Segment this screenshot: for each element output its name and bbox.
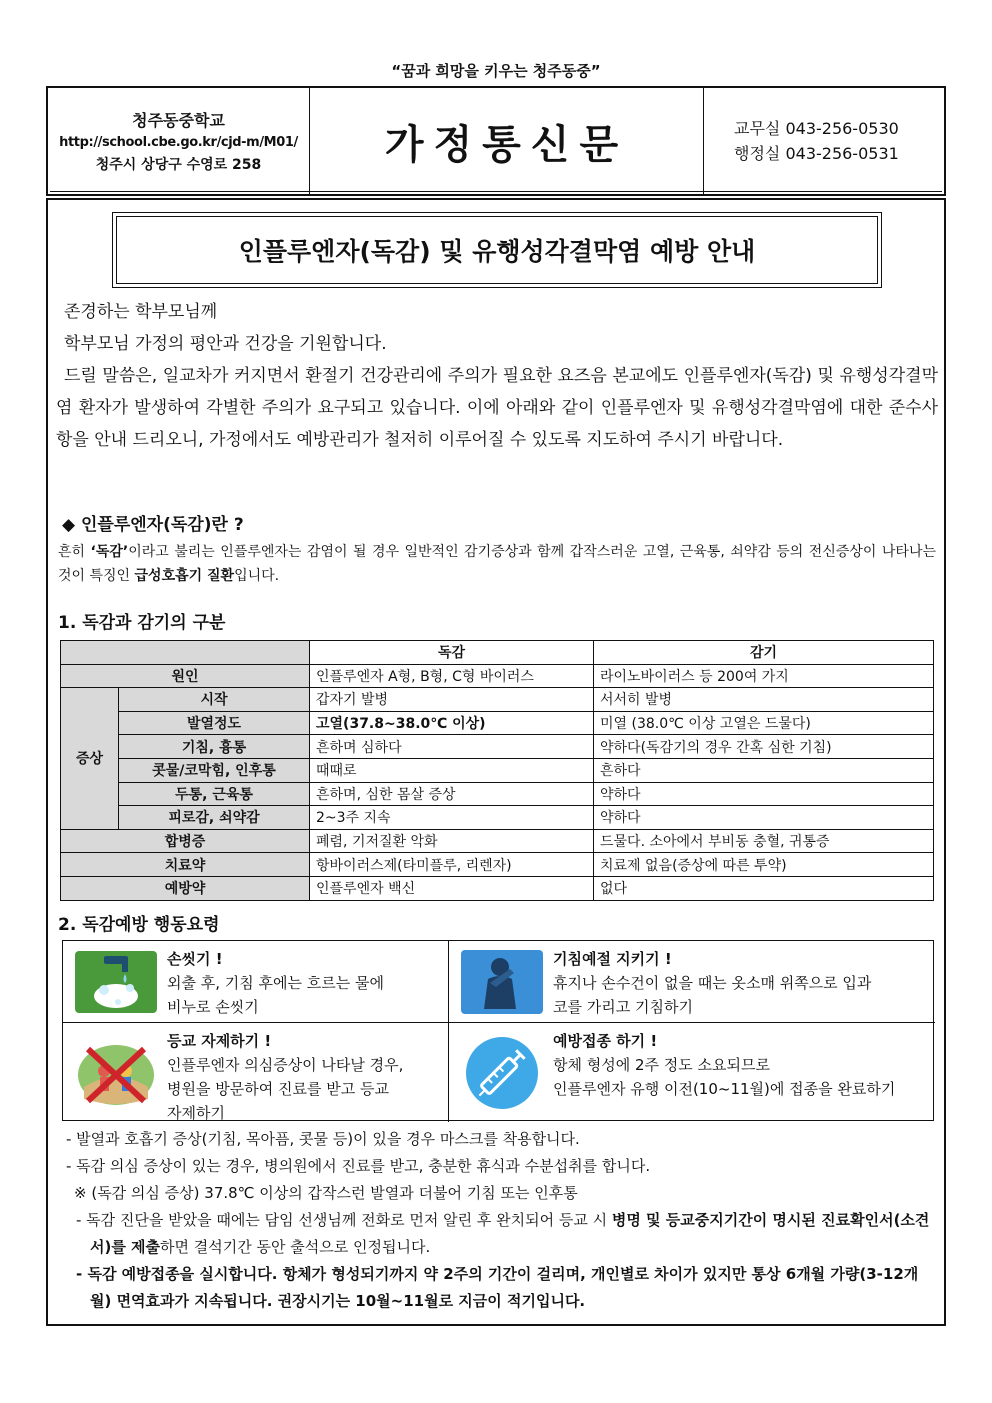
letter-paragraph: 드릴 말씀은, 일교차가 커지면서 환절기 건강관리에 주의가 필요한 요즈음 본교에도 인플루엔자(독감) 및 유행성각결막염 환자가 발생하여 각별한 주의가 요구되고 있습니다. 이에 아래와 같이 인플루엔자 및 유행성각결막염에 대한 준수사항을 안내 드리오니, 가정에서도 예방관리가 철저히 이루어질 수 있도록 지도하여 주시기 바랍니다. bbox=[56, 366, 938, 450]
tip-title: 예방접종 하기 ! bbox=[553, 1032, 658, 1050]
row-label: 피로감, 쇠약감 bbox=[119, 806, 310, 830]
table-header-row bbox=[61, 641, 934, 665]
table-row bbox=[61, 758, 934, 782]
tip-line: 외출 후, 기침 후에는 흐르는 물에 bbox=[167, 974, 384, 992]
flu-cell: 폐렴, 기저질환 악화 bbox=[310, 829, 594, 853]
cold-cell: 흔하다 bbox=[594, 758, 934, 782]
note-attendance-b: 병명 및 등교중지기간이 명시된 진료확인서(소견서)를 제출 bbox=[90, 1211, 930, 1256]
letter-text bbox=[56, 296, 938, 456]
flu-cell: 고열(37.8~38.0℃ 이상) bbox=[310, 711, 594, 735]
notice-title-box bbox=[112, 212, 882, 288]
tip-line: 항체 형성에 2주 정도 소요되므로 bbox=[553, 1056, 770, 1074]
tip-vaccination bbox=[449, 1023, 935, 1122]
wish-line: 학부모님 가정의 평안과 건강을 기원합니다. bbox=[64, 334, 387, 354]
table-row bbox=[61, 876, 934, 900]
tip-text bbox=[161, 1029, 440, 1122]
influenza-description bbox=[58, 540, 936, 588]
influenza-text-b: ‘독감’ bbox=[90, 544, 129, 560]
table-corner bbox=[61, 641, 310, 665]
influenza-text-e: 입니다. bbox=[234, 568, 280, 584]
tip-line: 코를 가리고 기침하기 bbox=[553, 998, 693, 1016]
influenza-text-a: 흔히 bbox=[58, 544, 91, 560]
contact-info bbox=[704, 88, 944, 194]
tip-line: 병원을 방문하여 진료를 받고 등교 bbox=[167, 1080, 389, 1098]
row-label: 시작 bbox=[119, 688, 310, 712]
tip-handwashing bbox=[63, 941, 449, 1023]
cold-cell: 드물다. 소아에서 부비동 충혈, 귀통증 bbox=[594, 829, 934, 853]
table-row bbox=[61, 688, 934, 712]
row-label: 두통, 근육통 bbox=[119, 782, 310, 806]
tip-cough-etiquette bbox=[449, 941, 935, 1023]
cough-etiquette-icon bbox=[457, 947, 547, 1016]
prevention-grid bbox=[62, 940, 934, 1121]
tip-text bbox=[161, 947, 440, 1016]
school-address: 청주시 상당구 수영로 258 bbox=[95, 157, 262, 173]
table-row bbox=[61, 735, 934, 759]
flu-cell: 때때로 bbox=[310, 758, 594, 782]
no-school-icon bbox=[71, 1029, 161, 1116]
cold-cell: 미열 (38.0℃ 이상 고열은 드물다) bbox=[594, 711, 934, 735]
syringe-icon bbox=[457, 1029, 547, 1116]
tip-line: 인플루엔자 유행 이전(10~11월)에 접종을 완료하기 bbox=[553, 1080, 896, 1098]
note-rest: - 독감 의심 증상이 있는 경우, 병의원에서 진료를 받고, 충분한 휴식과 수분섭취를 합니다. bbox=[66, 1157, 651, 1175]
note-symptom: ※ (독감 의심 증상) 37.8℃ 이상의 갑작스런 발열과 더불어 기침 또는 인후통 bbox=[74, 1184, 578, 1202]
header-flu: 독감 bbox=[310, 641, 594, 665]
notes-list bbox=[60, 1126, 938, 1315]
school-name: 청주동중학교 bbox=[132, 111, 225, 130]
flu-cell: 인플루엔자 A형, B형, C형 바이러스 bbox=[310, 664, 594, 688]
cold-cell: 라이노바이러스 등 200여 가지 bbox=[594, 664, 934, 688]
row-label: 기침, 흉통 bbox=[119, 735, 310, 759]
row-label: 합병증 bbox=[61, 829, 310, 853]
letter-body-frame bbox=[46, 198, 946, 1326]
tip-title: 등교 자제하기 ! bbox=[167, 1032, 272, 1050]
note-vaccination: - 독감 예방접종을 실시합니다. 항체가 형성되기까지 약 2주의 기간이 걸리며, 개인별로 차이가 있지만 통상 6개월 가량(3-12개월) 면역효과가 지속됩니다. 권장시기는 10월~11월로 지금이 적기입니다. bbox=[76, 1265, 919, 1310]
row-label: 원인 bbox=[61, 664, 310, 688]
table-row bbox=[61, 711, 934, 735]
table-row bbox=[61, 782, 934, 806]
note-attendance-c: 하면 결석기간 동안 출석으로 인정됩니다. bbox=[160, 1238, 431, 1256]
tip-text bbox=[547, 1029, 927, 1116]
contact-academic-office: 교무실 043-256-0530 bbox=[734, 119, 899, 138]
school-info bbox=[48, 88, 310, 194]
flu-cell: 흔하며, 심한 몸살 증상 bbox=[310, 782, 594, 806]
table-row bbox=[61, 664, 934, 688]
row-label: 치료약 bbox=[61, 853, 310, 877]
note-attendance bbox=[60, 1207, 938, 1261]
tip-line: 비누로 손씻기 bbox=[167, 998, 259, 1016]
school-url[interactable]: http://school.cbe.go.kr/cjd-m/M01/ bbox=[59, 135, 298, 150]
cold-cell: 없다 bbox=[594, 876, 934, 900]
flu-cell: 인플루엔자 백신 bbox=[310, 876, 594, 900]
influenza-text-c: 이라고 불리는 인플루엔자는 감염이 될 경우 일반적인 감기증상과 함께 갑작스러운 고열, 근육통, 쇠약감 등의 전신증상이 나타나는 것이 특징인 bbox=[58, 544, 936, 584]
row-label: 예방약 bbox=[61, 876, 310, 900]
tip-line: 휴지나 손수건이 없을 때는 옷소매 위쪽으로 입과 bbox=[553, 974, 872, 992]
tip-line: 자제하기 bbox=[167, 1104, 225, 1122]
note-attendance-a: - 독감 진단을 받았을 때에는 담임 선생님께 전화로 먼저 알린 후 완치되어 등교 시 bbox=[76, 1211, 612, 1229]
letter-header bbox=[46, 86, 946, 196]
symptom-group-label: 증상 bbox=[61, 688, 119, 830]
table-row bbox=[61, 829, 934, 853]
header-cold: 감기 bbox=[594, 641, 934, 665]
cold-cell: 약하다 bbox=[594, 782, 934, 806]
influenza-heading: ◆ 인플루엔자(독감)란 ? bbox=[62, 515, 244, 535]
flu-cell: 흔하며 심하다 bbox=[310, 735, 594, 759]
cold-cell: 치료제 없음(증상에 따른 투약) bbox=[594, 853, 934, 877]
contact-admin-office: 행정실 043-256-0531 bbox=[734, 144, 899, 163]
tip-title: 기침예절 지키기 ! bbox=[553, 950, 672, 968]
section1-title: 1. 독감과 감기의 구분 bbox=[58, 613, 226, 633]
handwashing-icon bbox=[71, 947, 161, 1016]
row-label: 발열정도 bbox=[119, 711, 310, 735]
tip-text bbox=[547, 947, 927, 1016]
cold-cell: 약하다(독감기의 경우 간혹 심한 기침) bbox=[594, 735, 934, 759]
table-row bbox=[61, 853, 934, 877]
table-row bbox=[61, 806, 934, 830]
notice-title: 인플루엔자(독감) 및 유행성각결막염 예방 안내 bbox=[116, 216, 878, 284]
section2-title: 2. 독감예방 행동요령 bbox=[58, 915, 220, 935]
flu-cell: 갑자기 발병 bbox=[310, 688, 594, 712]
flu-vs-cold-table bbox=[60, 640, 934, 901]
flu-cell: 항바이러스제(타미플루, 리렌자) bbox=[310, 853, 594, 877]
greeting: 존경하는 학부모님께 bbox=[64, 302, 218, 322]
tip-stay-home bbox=[63, 1023, 449, 1122]
row-label: 콧물/코막힘, 인후통 bbox=[119, 758, 310, 782]
cold-cell: 약하다 bbox=[594, 806, 934, 830]
flu-cell: 2~3주 지속 bbox=[310, 806, 594, 830]
school-motto: “꿈과 희망을 키우는 청주동중” bbox=[391, 62, 601, 80]
influenza-text-d: 급성호흡기 질환 bbox=[134, 568, 235, 584]
cold-cell: 서서히 발병 bbox=[594, 688, 934, 712]
tip-line: 인플루엔자 의심증상이 나타날 경우, bbox=[167, 1056, 404, 1074]
note-mask: - 발열과 호흡기 증상(기침, 목아픔, 콧물 등)이 있을 경우 마스크를 착용합니다. bbox=[66, 1130, 580, 1148]
document-title: 가정통신문 bbox=[310, 88, 704, 194]
tip-title: 손씻기 ! bbox=[167, 950, 223, 968]
